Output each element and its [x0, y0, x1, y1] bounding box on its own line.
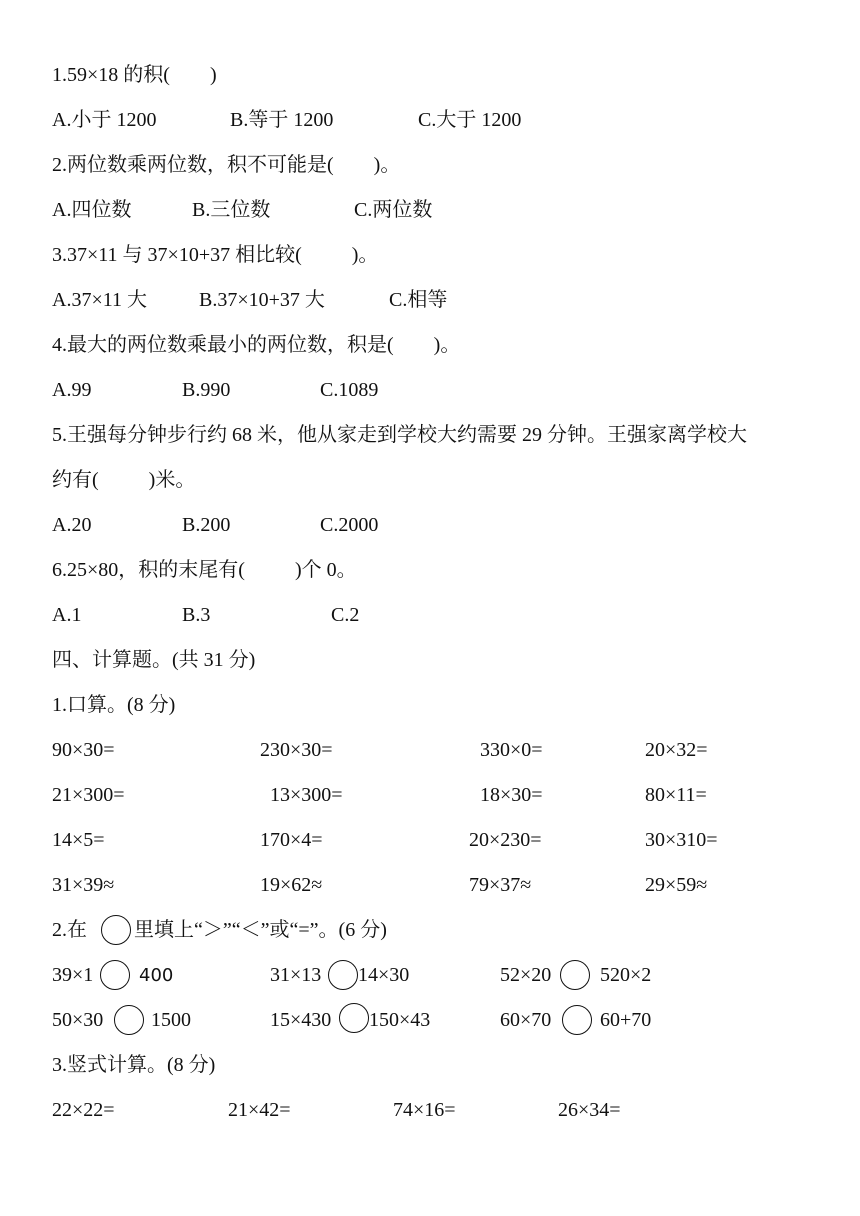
compare-left-2-1: 50×30 [52, 1009, 104, 1031]
oral-item-2-1: 21×300= [52, 784, 125, 806]
oral-item-1-2: 230×30= [260, 739, 333, 761]
question-6-option-c: C.2 [331, 604, 360, 626]
question-5-option-c: C.2000 [320, 514, 379, 536]
oral-item-1-4: 20×32= [645, 739, 708, 761]
question-2-option-b: B.三位数 [192, 199, 271, 221]
vertical-item-1: 22×22= [52, 1099, 115, 1121]
oral-item-2-3: 18×30= [480, 784, 543, 806]
oral-calc-title: 1.口算。(8 分) [52, 694, 176, 716]
compare-right-1-2: 14×30 [358, 964, 410, 986]
compare-left-1-3: 52×20 [500, 964, 552, 986]
answer-circle-2-2[interactable] [339, 1003, 369, 1033]
question-5-stem-line2: 约有( )米。 [52, 469, 196, 491]
question-2-option-a: A.四位数 [52, 199, 132, 221]
question-3-option-a: A.37×11 大 [52, 289, 147, 311]
oral-item-3-2: 170×4= [260, 829, 323, 851]
question-4-option-c: C.1089 [320, 379, 379, 401]
question-4-stem: 4.最大的两位数乘最小的两位数，积是( )。 [52, 334, 461, 356]
compare-title-suffix: 里填上“＞”“＜”或“=”。(6 分) [134, 919, 387, 941]
compare-right-1-3: 520×2 [600, 964, 652, 986]
answer-circle-1-3[interactable] [560, 960, 590, 990]
question-6-stem: 6.25×80，积的末尾有( )个 0。 [52, 559, 357, 581]
oral-item-3-4: 30×310= [645, 829, 718, 851]
question-3-stem: 3.37×11 与 37×10+37 相比较( )。 [52, 244, 379, 266]
answer-circle-1-2[interactable] [328, 960, 358, 990]
question-3-option-b: B.37×10+37 大 [199, 289, 325, 311]
compare-title-prefix: 2.在 [52, 919, 87, 941]
question-4-option-a: A.99 [52, 379, 92, 401]
vertical-item-2: 21×42= [228, 1099, 291, 1121]
question-6-option-b: B.3 [182, 604, 211, 626]
question-4-option-b: B.990 [182, 379, 231, 401]
vertical-calc-title: 3.竖式计算。(8 分) [52, 1054, 216, 1076]
oral-item-3-3: 20×230= [469, 829, 542, 851]
compare-left-2-2: 15×430 [270, 1009, 332, 1031]
answer-circle-2-1[interactable] [114, 1005, 144, 1035]
oral-item-3-1: 14×5= [52, 829, 105, 851]
oral-item-2-2: 13×300= [270, 784, 343, 806]
answer-circle-example [101, 915, 131, 945]
question-2-stem: 2.两位数乘两位数，积不可能是( )。 [52, 154, 401, 176]
vertical-item-4: 26×34= [558, 1099, 621, 1121]
compare-left-1-2: 31×13 [270, 964, 322, 986]
question-3-option-c: C.相等 [389, 289, 448, 311]
oral-item-4-3: 79×37≈ [469, 874, 532, 896]
question-5-option-b: B.200 [182, 514, 231, 536]
compare-left-2-3: 60×70 [500, 1009, 552, 1031]
question-5-stem-line1: 5.王强每分钟步行约 68 米，他从家走到学校大约需要 29 分钟。王强家离学校大 [52, 424, 747, 446]
answer-circle-1-1[interactable] [100, 960, 130, 990]
compare-right-1-1: 400 [139, 965, 174, 986]
oral-item-1-3: 330×0= [480, 739, 543, 761]
compare-right-2-3: 60+70 [600, 1009, 652, 1031]
question-1-option-b: B.等于 1200 [230, 109, 334, 131]
oral-item-4-4: 29×59≈ [645, 874, 708, 896]
answer-circle-2-3[interactable] [562, 1005, 592, 1035]
compare-left-1-1: 39×1 [52, 964, 94, 986]
vertical-item-3: 74×16= [393, 1099, 456, 1121]
question-2-option-c: C.两位数 [354, 199, 433, 221]
oral-item-2-4: 80×11= [645, 784, 707, 806]
question-1-stem: 1.59×18 的积( ) [52, 64, 217, 86]
oral-item-1-1: 90×30= [52, 739, 115, 761]
oral-item-4-2: 19×62≈ [260, 874, 323, 896]
oral-item-4-1: 31×39≈ [52, 874, 115, 896]
compare-right-2-2: 150×43 [369, 1009, 431, 1031]
question-5-option-a: A.20 [52, 514, 92, 536]
question-6-option-a: A.1 [52, 604, 82, 626]
question-1-option-c: C.大于 1200 [418, 109, 522, 131]
question-1-option-a: A.小于 1200 [52, 109, 157, 131]
section-4-title: 四、计算题。(共 31 分) [52, 649, 256, 671]
compare-right-2-1: 1500 [151, 1009, 191, 1031]
